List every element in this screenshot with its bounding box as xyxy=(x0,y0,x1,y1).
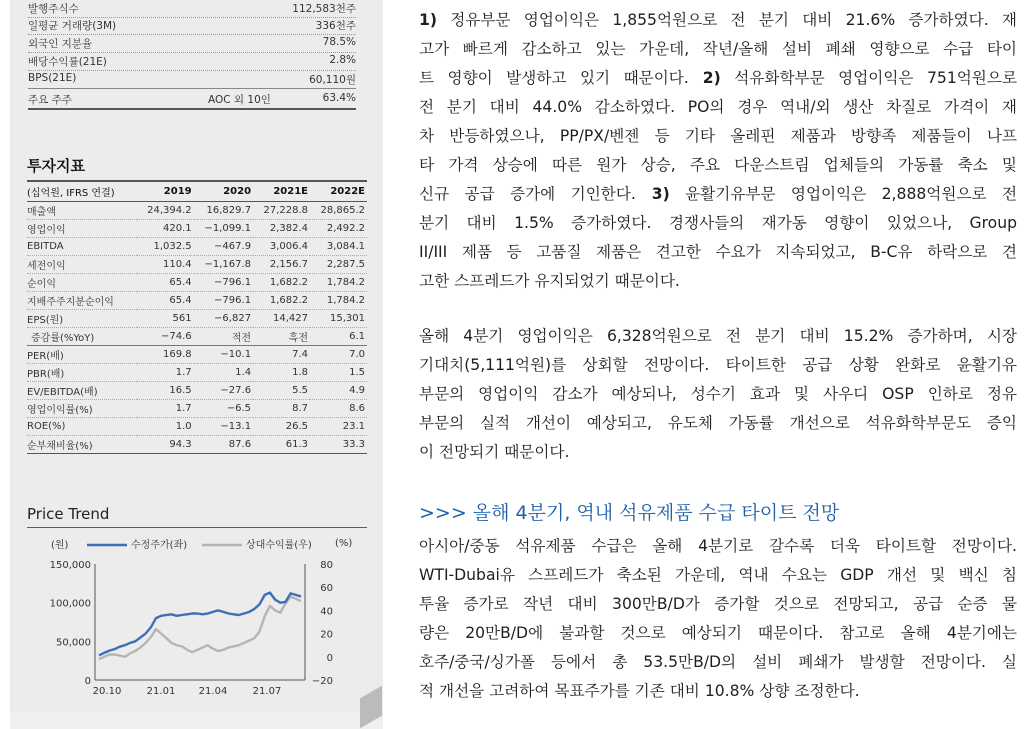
invest-row xyxy=(27,310,367,328)
invest-cell: 7.4 xyxy=(292,349,308,360)
invest-cell: 1.8 xyxy=(292,367,308,378)
text-line xyxy=(419,64,1017,93)
info-label: 외국인 지분율 xyxy=(28,38,93,50)
text-line xyxy=(419,438,1017,467)
info-mid: AOC 외 10인 xyxy=(208,94,271,106)
invest-cell: 2,492.2 xyxy=(326,223,365,234)
section-heading: >>> 올해 4분기, 역내 석유제품 수급 타이트 전망 xyxy=(419,502,840,524)
invest-header-unit: (십억원, IFRS 연결) xyxy=(27,188,115,199)
text-run: 고가 빠르게 감소하고 있는 가운데, 작년/올해 설비 폐쇄 영향으로 수급 타이 xyxy=(419,40,1017,58)
info-label: 주요 주주 xyxy=(28,94,72,106)
invest-cell: 15,301 xyxy=(330,313,365,324)
text-line xyxy=(419,532,1017,561)
invest-row-label: 영업이익 xyxy=(27,225,66,236)
invest-cell: 420.1 xyxy=(163,223,192,234)
invest-cell: 26.5 xyxy=(285,421,308,432)
invest-cell: 1,032.5 xyxy=(153,241,192,252)
series-relative-line xyxy=(99,597,301,660)
text-run: 윤활기유부문 영업이익은 2,888억원으로 전 xyxy=(669,185,1018,203)
right-tick-label: 80 xyxy=(320,560,333,571)
text-run: 이 전망되기 때문이다. xyxy=(419,443,570,461)
invest-cell: 8.6 xyxy=(349,403,365,414)
info-value: 78.5% xyxy=(322,36,356,48)
text-line xyxy=(419,409,1017,438)
info-row-volume xyxy=(28,16,356,35)
price-trend-title: Price Trend xyxy=(27,505,110,523)
left-axis-unit: (원) xyxy=(51,540,69,551)
invest-cell: 1.5 xyxy=(349,367,365,378)
invest-cell: 1.7 xyxy=(175,367,192,378)
paragraph-q4-outlook xyxy=(419,322,1017,467)
invest-cell: −1,099.1 xyxy=(204,223,252,234)
invest-cell: 61.3 xyxy=(285,439,308,450)
info-label: BPS(21E) xyxy=(28,72,77,84)
invest-header-year: 2021E xyxy=(273,186,308,197)
invest-cell: 2,382.4 xyxy=(269,223,308,234)
text-run: 올해 4분기 영업이익은 6,328억원으로 전 분기 대비 15.2% 증가하며, 시장 xyxy=(419,327,1017,345)
invest-cell: 33.3 xyxy=(342,439,365,450)
invest-row-label: ROE(%) xyxy=(27,421,66,432)
text-line xyxy=(419,267,1017,296)
info-row-shareholders xyxy=(28,90,356,110)
info-row-bps xyxy=(28,70,356,89)
invest-cell: −467.9 xyxy=(214,241,252,252)
info-row-dividend xyxy=(28,52,356,71)
invest-body xyxy=(27,202,367,454)
invest-row xyxy=(27,202,367,220)
invest-cell: 8.7 xyxy=(292,403,308,414)
text-run: II/III 제품 등 고품질 제품은 견고한 수요가 지속되었고, B-C유 하락으로 견 xyxy=(419,243,1017,261)
invest-cell: 16,829.7 xyxy=(206,205,252,216)
paragraph-segment-results xyxy=(419,6,1017,296)
invest-header-year: 2022E xyxy=(330,186,365,197)
text-run: 투율 증가로 작년 대비 300만B/D가 증가할 것으로 전망되고, 공급 순증 물 xyxy=(419,595,1017,613)
text-line xyxy=(419,590,1017,619)
invest-table xyxy=(27,180,367,454)
left-tick-label: 150,000 xyxy=(49,560,91,571)
text-line xyxy=(419,648,1017,677)
invest-row xyxy=(27,400,367,418)
text-run: 호주/중국/싱가폴 등에서 총 53.5만B/D의 설비 폐쇄가 발생할 전망이다. 실 xyxy=(419,653,1017,671)
info-value: 2.8% xyxy=(329,54,356,66)
left-tick-label: 100,000 xyxy=(49,598,91,610)
info-value: 112,583천주 xyxy=(292,3,356,15)
invest-row-label: 영업이익률(%) xyxy=(27,405,93,416)
invest-cell: 1.0 xyxy=(175,421,192,432)
invest-row-label: EPS(원) xyxy=(27,315,64,326)
text-line xyxy=(419,6,1017,35)
right-tick-label: 0 xyxy=(326,652,333,664)
invest-cell: −13.1 xyxy=(220,421,252,432)
text-run: 기대치(5,111억원)를 상회할 전망이다. 타이트한 공급 상황 완화로 윤활기유 xyxy=(419,356,1017,374)
invest-row xyxy=(27,364,367,382)
text-line xyxy=(419,35,1017,64)
invest-cell: 1,784.2 xyxy=(326,295,365,306)
invest-row xyxy=(27,382,367,400)
text-line xyxy=(419,151,1017,180)
text-run: 아시아/중동 석유제품 수급은 올해 4분기로 갈수록 더욱 타이트할 전망이다. xyxy=(419,537,1017,555)
invest-cell: 1.4 xyxy=(235,367,252,378)
left-tick-label: 0 xyxy=(84,676,91,687)
invest-cell: −6.5 xyxy=(226,403,252,414)
invest-cell: 3,006.4 xyxy=(269,241,308,252)
right-tick-label: 40 xyxy=(320,606,333,618)
text-run: 분기 대비 1.5% 증가하였다. 경쟁사들의 재가동 영향이 있었으나, Group xyxy=(419,214,1017,232)
invest-row xyxy=(27,436,367,454)
text-run: 전 분기 대비 44.0% 감소하였다. PO의 경우 역내/외 생산 차질로 가격이 재 xyxy=(419,98,1017,116)
invest-row xyxy=(27,292,367,310)
enum-marker: 3) xyxy=(635,185,670,203)
invest-cell: 16.5 xyxy=(169,385,192,396)
text-run: 량은 20만B/D에 불과할 것으로 예상되기 때문이다. 참고로 올해 4분기에는 xyxy=(419,624,1017,642)
invest-cell: 1,682.2 xyxy=(269,295,308,306)
invest-row-label: PER(배) xyxy=(27,351,64,362)
invest-row xyxy=(27,346,367,364)
enum-marker: 2) xyxy=(688,69,721,87)
invest-cell: 14,427 xyxy=(273,313,308,324)
text-line xyxy=(419,322,1017,351)
invest-cell: 흑전 xyxy=(288,333,308,344)
right-tick-label: 20 xyxy=(320,629,333,641)
info-label: 일평균 거래량(3M) xyxy=(28,20,117,32)
text-line xyxy=(419,561,1017,590)
enum-marker: 1) xyxy=(419,11,437,29)
invest-cell: 1,682.2 xyxy=(269,277,308,288)
text-line xyxy=(419,180,1017,209)
invest-cell: −1,167.8 xyxy=(204,259,252,270)
invest-cell: 23.1 xyxy=(342,421,365,432)
info-value: 63.4% xyxy=(322,92,356,104)
text-line xyxy=(419,93,1017,122)
invest-row-label: 지배주주지분순이익 xyxy=(27,297,114,308)
invest-cell: 5.5 xyxy=(292,385,308,396)
invest-row-label: 매출액 xyxy=(27,207,56,218)
text-run: 적 개선을 고려하여 목표주가를 기존 대비 10.8% 상향 조정한다. xyxy=(419,682,860,700)
right-tick-label: 60 xyxy=(320,583,333,595)
invest-row-label: EBITDA xyxy=(27,241,64,252)
invest-cell: −6,827 xyxy=(214,313,252,324)
invest-cell: 169.8 xyxy=(163,349,192,360)
text-line xyxy=(419,238,1017,267)
invest-cell: 561 xyxy=(172,313,192,324)
invest-cell: 3,084.1 xyxy=(326,241,365,252)
text-run: 석유화학부문 영업이익은 751억원으로 xyxy=(720,69,1018,87)
text-run: 신규 공급 증가에 기인한다. xyxy=(419,185,636,203)
text-run: 정유부문 영업이익은 1,855억원으로 전 분기 대비 21.6% 증가하였다. 재 xyxy=(436,11,1017,29)
text-run: 타 가격 상승에 따른 원가 상승, 주요 다운스트림 업체들의 가동률 축소 및 xyxy=(419,156,1017,174)
text-line xyxy=(419,122,1017,151)
invest-row xyxy=(27,328,367,346)
text-run: WTI-Dubai유 스프레드가 축소된 가운데, 역내 수요는 GDP 개선 및 백신 침 xyxy=(419,566,1017,584)
paragraph-supply-demand xyxy=(419,532,1017,706)
right-tick-label: −20 xyxy=(311,676,333,687)
x-tick-label: 21.04 xyxy=(198,686,228,697)
x-tick-label: 21.01 xyxy=(146,686,176,697)
x-tick-label: 20.10 xyxy=(92,686,122,697)
invest-header-row xyxy=(27,181,367,202)
text-line xyxy=(419,209,1017,238)
info-value: 60,110원 xyxy=(309,74,356,86)
invest-cell: 6.1 xyxy=(349,331,365,342)
text-line xyxy=(419,380,1017,409)
text-run: 트 영향이 발생하고 있기 때문이다. xyxy=(419,69,689,87)
invest-cell: 적전 xyxy=(231,333,252,344)
right-axis-unit: (%) xyxy=(335,538,353,549)
legend-relative-label: 상대수익률(우) xyxy=(246,540,312,551)
invest-cell: −74.6 xyxy=(160,331,192,342)
text-run: 차 반등하였으나, PP/PX/벤젠 등 기타 올레핀 제품과 방향족 제품들이 나프 xyxy=(419,127,1017,145)
invest-row xyxy=(27,256,367,274)
invest-row-label: EV/EBITDA(배) xyxy=(27,387,98,398)
invest-title: 투자지표 xyxy=(27,157,85,175)
invest-cell: −796.1 xyxy=(214,277,252,288)
info-label: 배당수익률(21E) xyxy=(28,56,107,68)
invest-cell: 1,784.2 xyxy=(326,277,365,288)
series-price-line xyxy=(99,593,301,656)
invest-cell: 2,287.5 xyxy=(326,259,365,270)
x-tick-label: 21.07 xyxy=(252,686,282,697)
text-run: 부문의 실적 개선이 예상되고, 유도체 가동률 개선으로 석유화학부문도 증익 xyxy=(419,414,1017,432)
invest-cell: 24,394.2 xyxy=(147,205,192,216)
invest-cell: 65.4 xyxy=(169,277,192,288)
price-trend-chart xyxy=(27,530,367,700)
invest-row-label: 순부채비율(%) xyxy=(27,441,93,452)
invest-cell: 7.0 xyxy=(349,349,365,360)
price-trend-rule xyxy=(27,527,367,528)
invest-cell: 4.9 xyxy=(349,385,365,396)
invest-row xyxy=(27,418,367,436)
info-value: 336천주 xyxy=(315,20,356,32)
invest-row xyxy=(27,220,367,238)
invest-cell: 94.3 xyxy=(169,439,192,450)
invest-row-label: PBR(배) xyxy=(27,369,65,380)
left-tick-label: 50,000 xyxy=(56,637,91,649)
invest-row xyxy=(27,274,367,292)
legend-price-label: 수정주가(좌) xyxy=(131,540,188,551)
invest-cell: −27.6 xyxy=(220,385,252,396)
text-line xyxy=(419,351,1017,380)
text-line xyxy=(419,677,1017,706)
text-run: 부문의 영업이익 감소가 예상되나, 성수기 효과 및 사우디 OSP 인하로 정유 xyxy=(419,385,1017,403)
invest-cell: 28,865.2 xyxy=(320,205,365,216)
info-row-foreign xyxy=(28,34,356,53)
invest-cell: −10.1 xyxy=(220,349,252,360)
invest-cell: 87.6 xyxy=(228,439,252,450)
invest-cell: 65.4 xyxy=(169,295,192,306)
invest-row-label: 순이익 xyxy=(27,279,56,290)
info-label: 발행주식수 xyxy=(28,3,79,15)
invest-row-label: 세전이익 xyxy=(27,261,66,272)
invest-cell: 1.7 xyxy=(175,403,192,414)
invest-cell: 27,228.8 xyxy=(263,205,308,216)
text-run: 고한 스프레드가 유지되었기 때문이다. xyxy=(419,272,680,290)
invest-cell: 2,156.7 xyxy=(269,259,308,270)
invest-cell: 110.4 xyxy=(163,259,192,270)
invest-row xyxy=(27,238,367,256)
invest-header-year: 2019 xyxy=(163,186,192,197)
invest-header-year: 2020 xyxy=(223,186,252,197)
invest-row-label: 증감률(%YoY) xyxy=(31,333,95,344)
invest-cell: −796.1 xyxy=(214,295,252,306)
text-line xyxy=(419,619,1017,648)
